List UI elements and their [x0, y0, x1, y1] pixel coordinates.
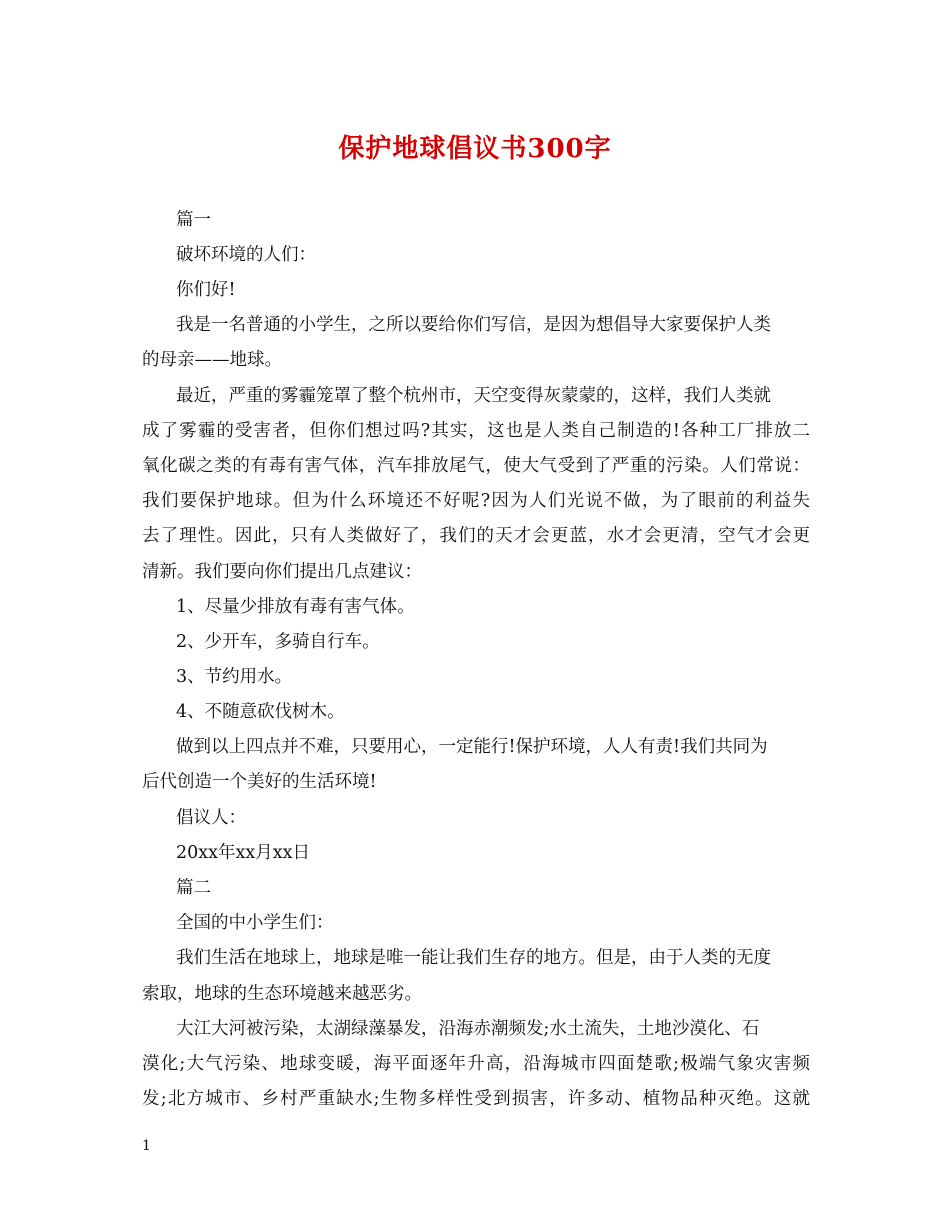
paragraph-line: 清新。我们要向你们提出几点建议： [142, 562, 422, 582]
section-heading: 篇一 [176, 210, 211, 230]
section-heading: 篇二 [176, 878, 211, 898]
greeting: 你们好! [176, 280, 236, 300]
paragraph-line: 我们要保护地球。但为什么环境还不好呢?因为人们光说不做，为了眼前的利益失 [142, 491, 810, 511]
list-item: 3、节约用水。 [176, 667, 293, 687]
paragraph-line: 最近，严重的雾霾笼罩了整个杭州市，天空变得灰蒙蒙的，这样，我们人类就 [176, 386, 771, 406]
list-item: 2、少开车，多骑自行车。 [176, 632, 380, 652]
paragraph-line: 去了理性。因此，只有人类做好了，我们的天才会更蓝，水才会更清，空气才会更 [142, 526, 810, 546]
signature-label: 倡议人： [176, 808, 246, 828]
paragraph-line: 漠化;大气污染、地球变暖，海平面逐年升高，沿海城市四面楚歌;极端气象灾害频 [142, 1054, 810, 1074]
page-number: 1 [142, 1138, 151, 1154]
paragraph-line: 索取，地球的生态环境越来越恶劣。 [142, 984, 422, 1004]
paragraph-line: 后代创造一个美好的生活环境! [142, 772, 377, 792]
list-item: 1、尽量少排放有毒有害气体。 [176, 597, 415, 617]
salutation: 全国的中小学生们： [176, 913, 334, 933]
paragraph-line: 我们生活在地球上，地球是唯一能让我们生存的地方。但是，由于人类的无度 [176, 948, 771, 968]
list-item: 4、不随意砍伐树木。 [176, 702, 345, 722]
date-line: 20xx年xx月xx日 [176, 843, 310, 863]
paragraph-line: 我是一名普通的小学生，之所以要给你们写信，是因为想倡导大家要保护人类 [176, 315, 771, 335]
paragraph-line: 大江大河被污染，太湖绿藻暴发，沿海赤潮频发;水土流失，土地沙漠化、石 [176, 1019, 760, 1039]
paragraph-line: 氧化碳之类的有毒有害气体，汽车排放尾气，使大气受到了严重的污染。人们常说： [142, 456, 810, 476]
paragraph-line: 的母亲——地球。 [142, 350, 282, 370]
paragraph-line: 成了雾霾的受害者，但你们想过吗?其实，这也是人类自己制造的!各种工厂排放二 [142, 421, 810, 441]
paragraph-line: 发;北方城市、乡村严重缺水;生物多样性受到损害，许多动、植物品种灭绝。这就 [142, 1089, 810, 1109]
paragraph-line: 做到以上四点并不难，只要用心，一定能行!保护环境，人人有责!我们共同为 [176, 737, 768, 757]
salutation: 破坏环境的人们： [176, 245, 316, 265]
document-title: 保护地球倡议书300字 [338, 134, 612, 164]
